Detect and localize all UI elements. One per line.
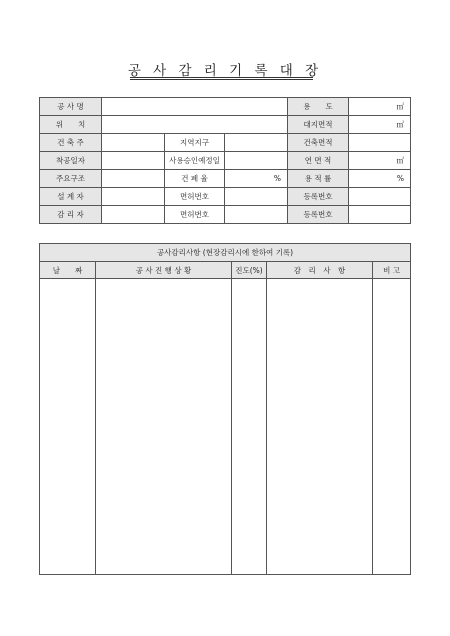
label-coverage-ratio: 건 폐 율 [165,170,225,188]
log-remarks-cell[interactable] [373,279,411,575]
value-supervisor-registration[interactable] [349,206,411,224]
value-project-name[interactable] [102,98,288,116]
info-row-supervisor [40,206,411,224]
label-supervisor-license: 면허번호 [165,206,225,224]
value-building-area[interactable] [349,134,411,152]
label-site-area: 대지면적 [288,116,349,134]
value-floor-area-ratio[interactable]: % [349,170,411,188]
label-supervisor: 감 리 자 [40,206,102,224]
info-row-start-date [40,152,411,170]
label-usage: 용 도 [288,98,349,116]
label-designer-registration: 등록번호 [288,188,349,206]
column-header-supervision-notes: 감 리 사 항 [267,262,373,279]
info-row-location [40,116,411,134]
project-info-table [39,97,411,224]
label-location: 위 치 [40,116,102,134]
value-supervisor[interactable] [102,206,165,224]
value-designer[interactable] [102,188,165,206]
log-entry-area [40,279,411,575]
label-owner: 건 축 주 [40,134,102,152]
value-start-date[interactable] [102,152,165,170]
label-designer: 설 계 자 [40,188,102,206]
value-usage[interactable]: ㎡ [349,98,411,116]
value-approval-date[interactable] [225,152,288,170]
label-floor-area-ratio: 용 적 률 [288,170,349,188]
value-structure[interactable] [102,170,165,188]
column-header-remarks: 비 고 [373,262,411,279]
supervision-log-table [39,243,411,575]
log-progress-status-cell[interactable] [96,279,232,575]
value-location[interactable] [102,116,288,134]
value-owner[interactable] [102,134,165,152]
value-designer-license[interactable] [225,188,288,206]
value-site-area[interactable]: ㎡ [349,116,411,134]
value-supervisor-license[interactable] [225,206,288,224]
label-zoning: 지역지구 [165,134,225,152]
log-column-header-row [40,262,411,279]
label-approval-date: 사용승인예정일 [165,152,225,170]
column-header-date: 날 짜 [40,262,96,279]
value-total-floor-area[interactable]: ㎡ [349,152,411,170]
label-designer-license: 면허번호 [165,188,225,206]
column-header-progress-status: 공 사 진 행 상 황 [96,262,232,279]
title-underline-second [130,79,313,80]
title-underline [130,77,313,78]
log-heading: 공사감리사항 (현장감리시에 한하여 기록) [40,244,411,262]
label-supervisor-registration: 등록번호 [288,206,349,224]
label-building-area: 건축면적 [288,134,349,152]
value-zoning[interactable] [225,134,288,152]
info-row-designer [40,188,411,206]
log-progress-percent-cell[interactable] [232,279,267,575]
info-row-project-name [40,98,411,116]
label-total-floor-area: 연 면 적 [288,152,349,170]
log-date-cell[interactable] [40,279,96,575]
label-start-date: 착공일자 [40,152,102,170]
value-coverage-ratio[interactable]: % [225,170,288,188]
info-row-structure [40,170,411,188]
document-title: 공 사 감 리 기 록 대 장 [127,63,323,79]
log-supervision-notes-cell[interactable] [267,279,373,575]
label-project-name: 공 사 명 [40,98,102,116]
column-header-progress-percent: 진도(%) [232,262,267,279]
label-structure: 주요구조 [40,170,102,188]
info-row-owner [40,134,411,152]
value-designer-registration[interactable] [349,188,411,206]
